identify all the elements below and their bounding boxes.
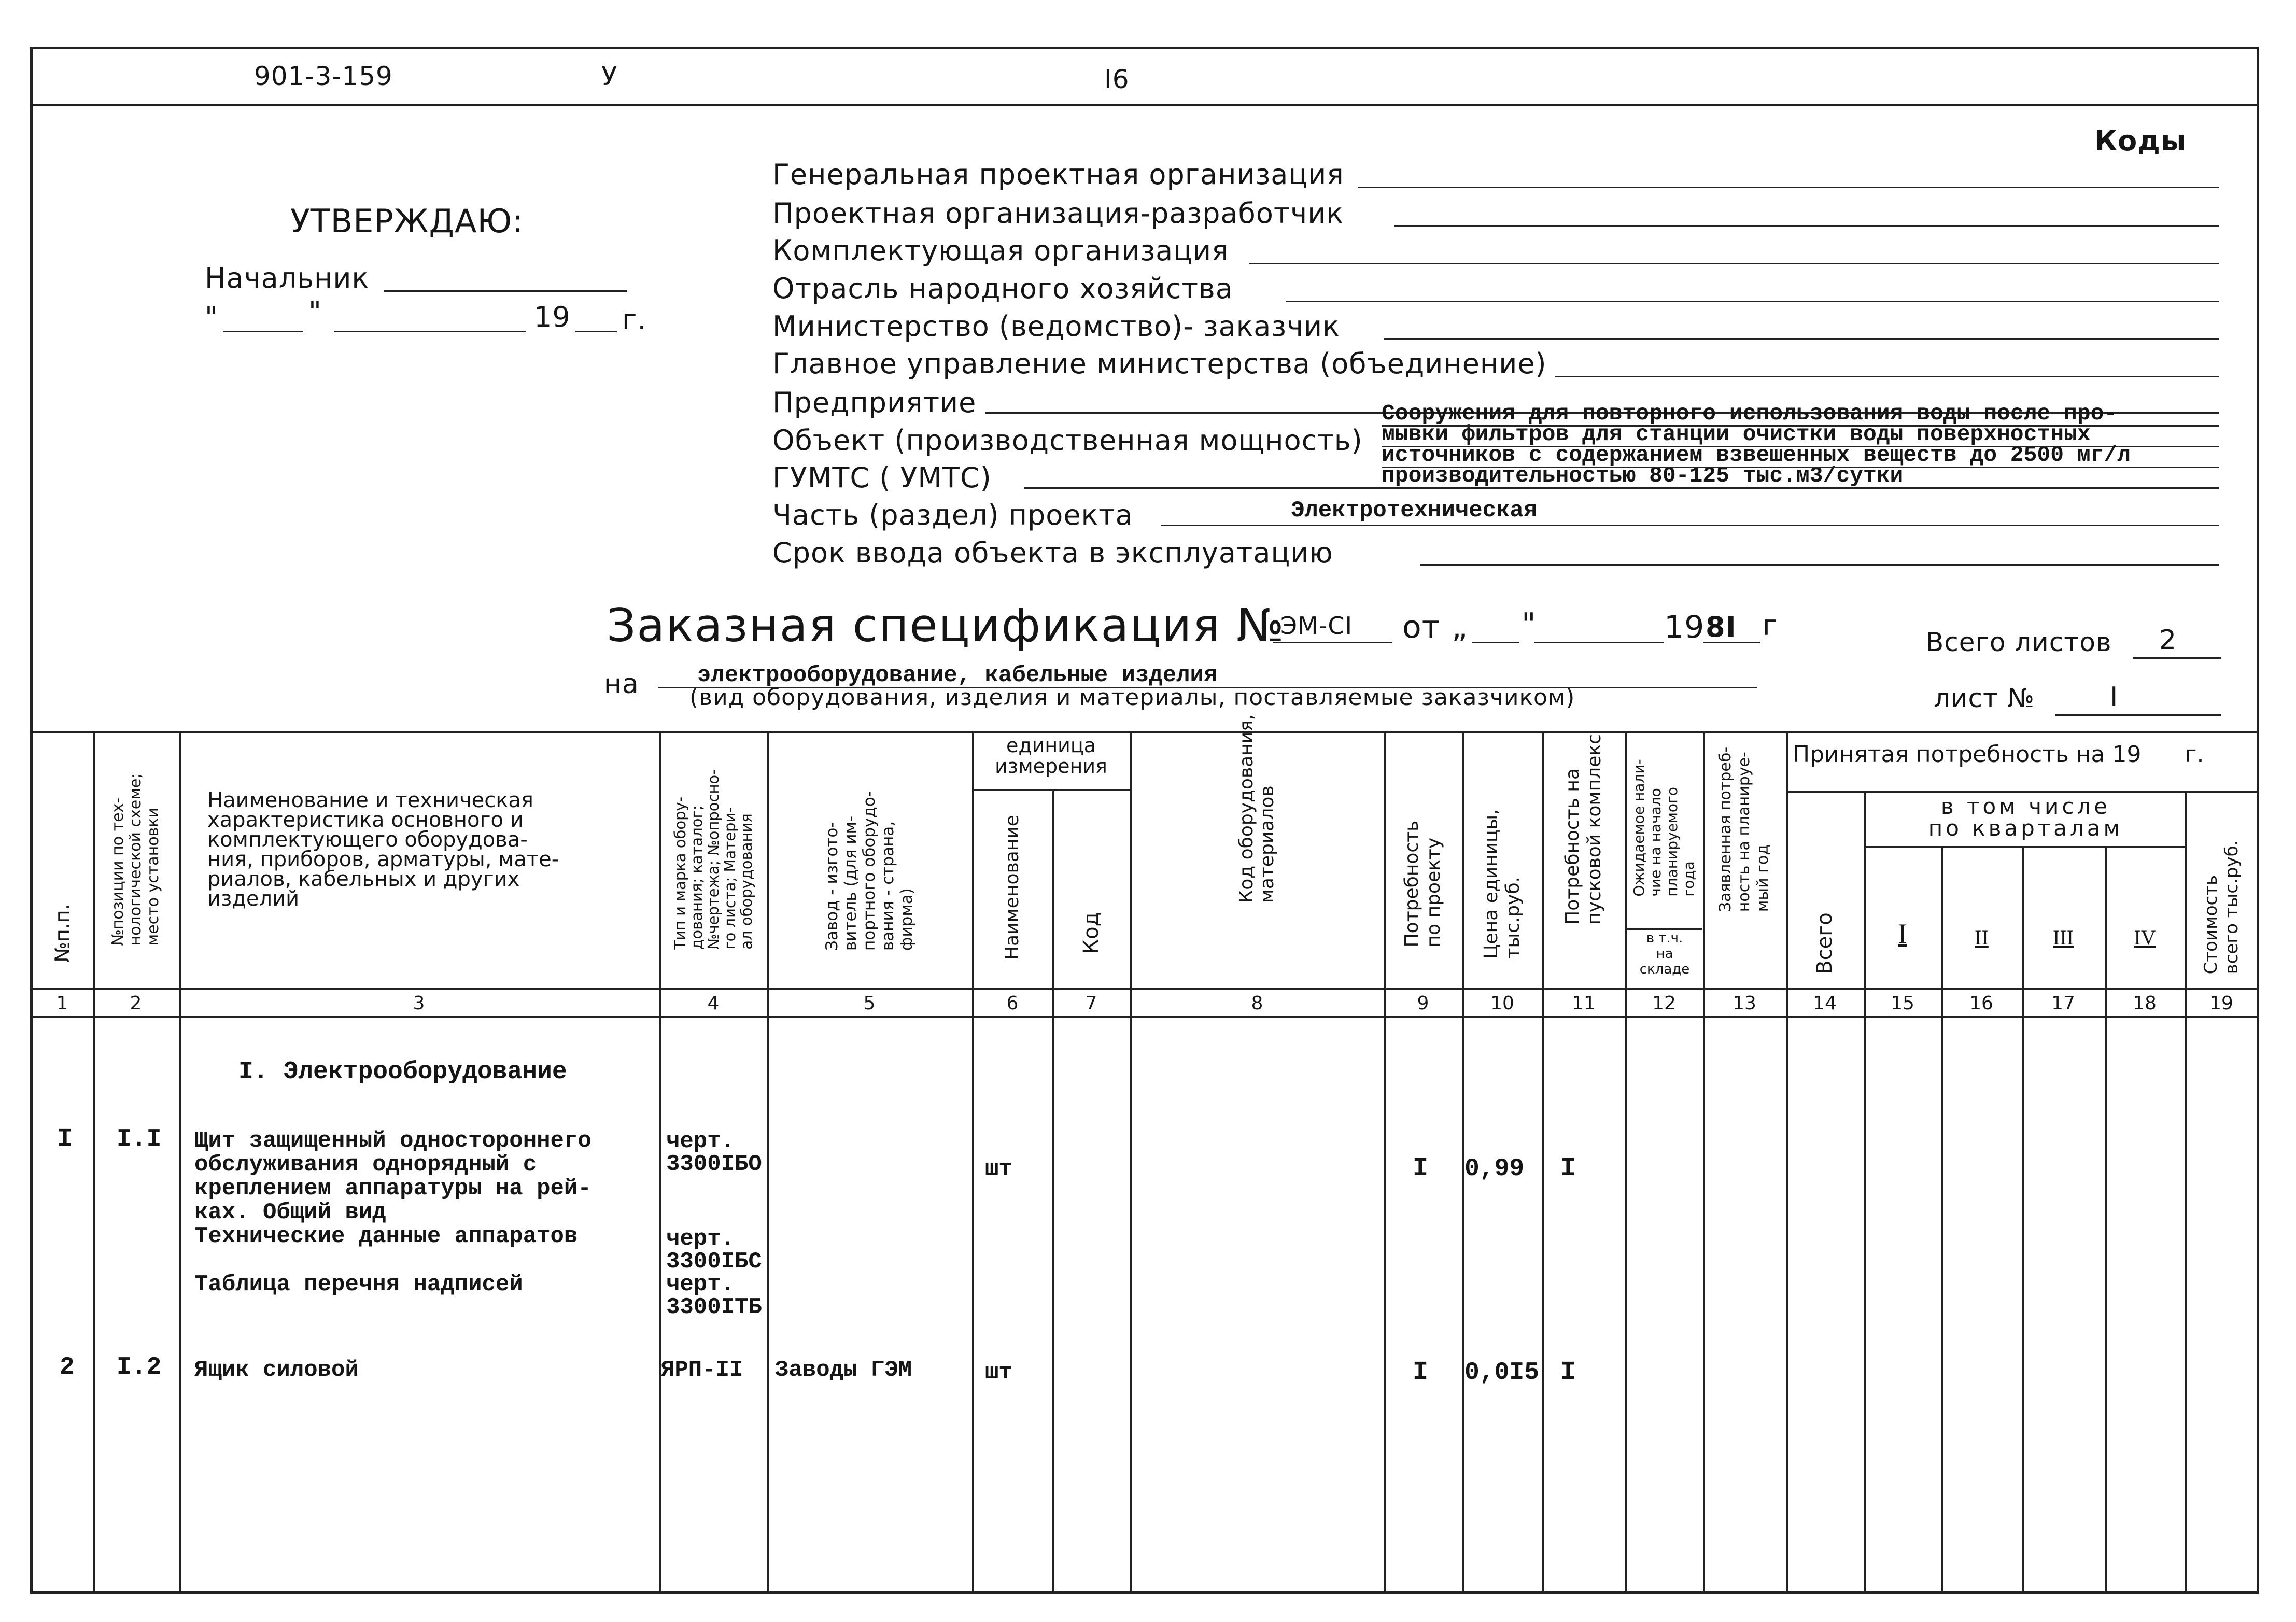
org-field-industry: Отрасль народного хозяйства [772, 272, 1233, 305]
col-number-10: 10 [1490, 993, 1514, 1014]
col-number-19: 19 [2209, 993, 2233, 1014]
col-line-4 [767, 731, 769, 1594]
col-line-10 [1542, 731, 1544, 1594]
spec-year-line [1703, 642, 1760, 643]
approval-day-line [223, 331, 303, 332]
spec-number-line [1273, 642, 1392, 643]
col-number-16: 16 [1969, 993, 1993, 1014]
section-title: I. Электрооборудование [238, 1058, 567, 1086]
approval-title: УТВЕРЖДАЮ: [290, 202, 524, 240]
org-line-main-department [1555, 376, 2219, 377]
row-1-num: I [57, 1124, 73, 1154]
row-1-launch: I [1560, 1154, 1576, 1183]
col-line-16 [2022, 846, 2024, 1594]
col-number-18: 18 [2133, 993, 2157, 1014]
org-line-general [1358, 187, 2219, 188]
org-field-enterprise: Предприятие [772, 386, 977, 419]
header-col-8: Код оборудования, материалов [1236, 714, 1278, 904]
org-field-project-part: Часть (раздел) проекта [772, 499, 1133, 531]
col-line-6 [1052, 789, 1054, 1594]
page-number: I6 [1104, 64, 1130, 94]
org-line-industry [1286, 301, 2219, 302]
object-description-line-1: Сооружения для повторного использования воды после про- [1382, 401, 2118, 426]
row-1-pos: I.I [117, 1125, 162, 1153]
row-2-launch: I [1560, 1358, 1576, 1387]
approval-year-line [575, 331, 617, 332]
col-number-9: 9 [1417, 993, 1429, 1014]
project-code: 901-3-159 [254, 61, 393, 91]
col-line-3 [659, 731, 661, 1594]
col-line-9 [1462, 731, 1464, 1594]
table-numbers-bottom [30, 1016, 2259, 1018]
object-description [1382, 403, 2131, 486]
row-2-unit: шт [985, 1360, 1012, 1386]
object-line-1 [1382, 425, 2219, 427]
spec-quote-open: „ [1452, 609, 1469, 645]
header-quarter-3: III [2053, 926, 2074, 949]
approval-role: Начальник [205, 262, 370, 294]
header-col-12: Ожидаемое нали- чие на начало планируемого года [1630, 759, 1697, 897]
col-line-18 [2185, 791, 2187, 1594]
approval-date-open: " [205, 301, 218, 333]
org-field-main-department: Главное управление министерства (объединение) [772, 347, 1547, 380]
col-line-7 [1130, 731, 1132, 1594]
col-number-17: 17 [2051, 993, 2075, 1014]
approval-year-suffix: г. [622, 303, 647, 336]
header-col-19: Стоимость всего тыс.руб. [2201, 840, 2242, 975]
spec-year-prefix: 19 [1664, 609, 1705, 645]
row-2-type: ЯРП-II [661, 1357, 743, 1383]
spec-number: ЭМ-СI [1280, 612, 1353, 640]
org-line-gumts [1024, 487, 1382, 489]
col-number-8: 8 [1251, 993, 1263, 1014]
org-line-project-part-rest [1566, 525, 2219, 526]
header-accepted-group: Принятая потребность на 19 г. [1793, 741, 2204, 768]
col-line-12 [1703, 731, 1705, 1594]
approval-date-close: " [308, 295, 322, 328]
object-description-line-3: источников с содержанием взвешенных веществ до 2500 мг/л [1382, 442, 2131, 468]
spec-title: Заказная спецификация № [607, 599, 1285, 652]
col-line-17 [2105, 846, 2107, 1594]
col-line-15 [1941, 846, 1943, 1594]
header-col-14: Всего [1813, 912, 1837, 975]
object-line-4 [1382, 487, 2219, 489]
row-1-unit: шт [985, 1156, 1012, 1182]
header-col-4: Тип и марка обору- дования; каталог; №чертежа; №опросно- го листа; Матери- ал оборудования [671, 769, 755, 950]
header-quarter-4: IV [2134, 926, 2156, 949]
object-line-3 [1382, 467, 2219, 468]
header-quarters-group: в том числе по кварталам [1928, 794, 2123, 841]
header-col-9: Потребность по проекту [1401, 820, 1444, 948]
spec-subject-caption: (вид оборудования, изделия и материалы, поставляемые заказчиком) [689, 684, 1575, 711]
header-col-6: Наименование [1002, 815, 1023, 960]
row-1-type: черт. 3300IБО [666, 1129, 762, 1177]
project-part-value: Электротехническая [1291, 498, 1538, 524]
org-line-commissioning [1420, 564, 2219, 566]
object-description-line-2: мывки фильтров для станции очистки воды поверхностных [1382, 421, 2091, 447]
total-sheets-label: Всего листов [1926, 627, 2112, 657]
org-field-object: Объект (производственная мощность) [772, 424, 1363, 457]
col-line-8 [1384, 731, 1386, 1594]
org-line-project-part [1161, 525, 1566, 526]
header-col-3: Наименование и техническая характеристика основного и комплектующего оборудова- ния, приборов, арматуры, мате- риалов, кабельных и других изделий [207, 788, 559, 911]
object-description-line-4: производительностью 80-125 тыс.м3/сутки [1382, 463, 1904, 488]
col-number-3: 3 [413, 993, 425, 1014]
header-unit-group: единица измерения [995, 734, 1107, 778]
stock-sub-divider [1625, 928, 1702, 930]
header-col-13: Заявленная потреб- ность на планируе- мый год [1716, 746, 1772, 912]
col-line-13 [1786, 731, 1788, 1594]
col-number-1: 1 [56, 993, 68, 1014]
header-quarter-1: I [1898, 918, 1907, 949]
document-letter: У [601, 61, 618, 91]
header-col-12-sub: в т.ч. на складе [1639, 930, 1690, 977]
row-2-pos: I.2 [117, 1353, 162, 1381]
row-1-name: Щит защищенный одностороннего обслуживания однорядный с креплением аппаратуры на рей- ках. Общий вид Технические данные аппаратов [194, 1128, 591, 1249]
approval-year-prefix: 19 [534, 301, 571, 333]
spec-month-line [1534, 642, 1664, 643]
col-line-1 [93, 731, 95, 1594]
object-line-2 [1382, 446, 2219, 447]
table-header-bottom [30, 988, 2259, 990]
col-line-2 [179, 731, 181, 1594]
org-field-commissioning: Срок ввода объекта в эксплуатацию [772, 537, 1333, 569]
org-field-completing: Комплектующая организация [772, 234, 1229, 267]
org-field-developer: Проектная организация-разработчик [772, 197, 1344, 230]
sheet-label: лист № [1934, 683, 2035, 713]
org-field-gumts: ГУМТС ( УМТС) [772, 461, 992, 494]
row-2-qty: I [1413, 1358, 1429, 1387]
header-col-2: №позиции по тех- нологической схеме; место установки [109, 773, 162, 946]
header-col-5: Завод - изгото- витель (для им- портного оборудо- вания - страна, фирма) [823, 791, 916, 951]
col-number-13: 13 [1732, 993, 1756, 1014]
row-1-price: 0,99 [1464, 1155, 1525, 1183]
spec-year: 8I [1706, 611, 1737, 643]
row-2-maker: Заводы ГЭМ [775, 1357, 912, 1383]
col-line-5 [972, 731, 974, 1594]
spec-from: от [1402, 609, 1441, 645]
col-number-7: 7 [1085, 993, 1097, 1014]
quarters-group-divider [1864, 846, 2185, 848]
col-number-4: 4 [707, 993, 720, 1014]
unit-group-divider [972, 789, 1130, 791]
col-line-14 [1864, 791, 1866, 1594]
total-sheets-value: 2 [2159, 625, 2177, 656]
org-field-ministry: Министерство (ведомство)- заказчик [772, 310, 1340, 343]
header-quarter-2: II [1975, 926, 1989, 949]
header-col-1: №п.п. [51, 904, 74, 963]
col-number-11: 11 [1572, 993, 1596, 1014]
col-number-14: 14 [1813, 993, 1837, 1014]
spec-subject: электрооборудование, кабельные изделия [697, 662, 1218, 688]
row-1-qty: I [1413, 1154, 1429, 1183]
header-col-7: Код [1079, 912, 1103, 954]
spec-year-suffix: г [1763, 609, 1778, 642]
spec-on-label: на [604, 669, 639, 700]
table-top-border [30, 731, 2259, 733]
approval-signature-line [384, 290, 627, 292]
spec-day-line [1472, 642, 1519, 643]
org-line-ministry [1384, 338, 2219, 340]
row-1-type-extra: черт. 3300IБС черт. 3300IТБ [666, 1226, 762, 1320]
row-2-num: 2 [60, 1353, 75, 1381]
org-line-developer [1394, 225, 2219, 227]
header-col-11: Потребность на пусковой комплекс [1562, 734, 1605, 925]
col-number-6: 6 [1006, 993, 1019, 1014]
col-number-5: 5 [863, 993, 876, 1014]
row-2-price: 0,0I5 [1464, 1359, 1540, 1387]
approval-month-line [334, 331, 526, 332]
col-number-15: 15 [1891, 993, 1914, 1014]
spec-quote-close: " [1522, 607, 1537, 643]
org-line-completing [1249, 263, 2219, 264]
sheet-line [2055, 714, 2221, 716]
col-number-12: 12 [1652, 993, 1676, 1014]
sheet-value: I [2110, 682, 2119, 713]
codes-label: Коды [2094, 124, 2187, 157]
header-col-10: Цена единицы, тыс.руб. [1481, 809, 1524, 959]
row-1-name-extra: Таблица перечня надписей [194, 1272, 523, 1297]
col-number-2: 2 [130, 993, 142, 1014]
org-field-general: Генеральная проектная организация [772, 158, 1344, 191]
total-sheets-line [2133, 657, 2221, 659]
row-2-name: Ящик силовой [194, 1357, 359, 1383]
header-divider [30, 104, 2259, 106]
col-line-11 [1625, 731, 1627, 1594]
